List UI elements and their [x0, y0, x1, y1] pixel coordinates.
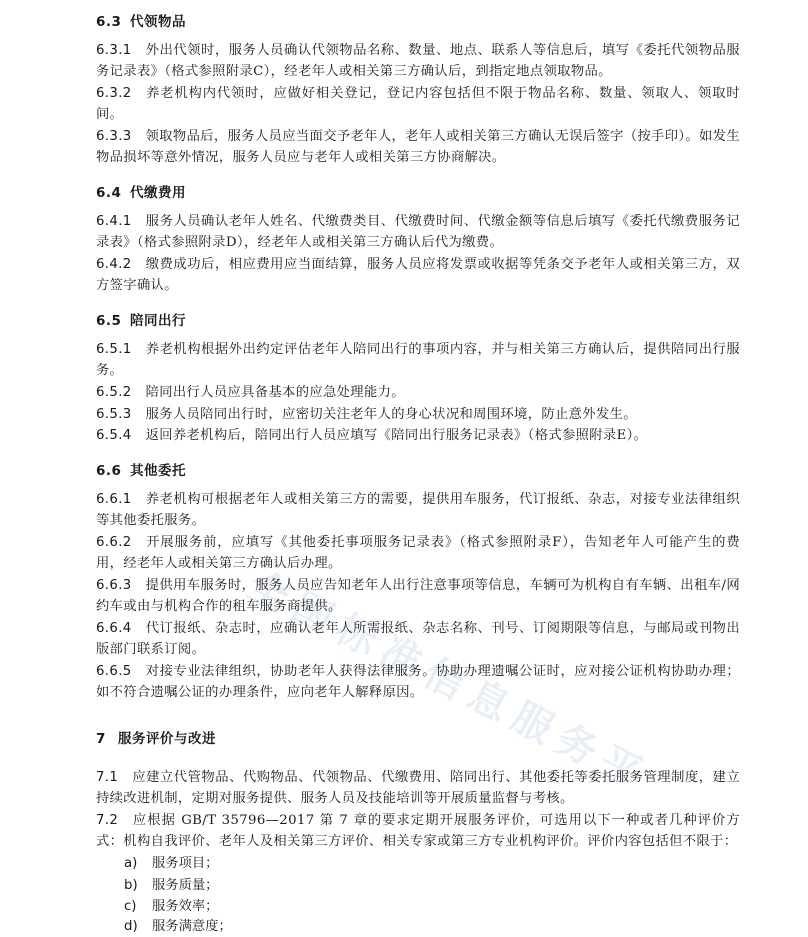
section-number: 6.5 [96, 313, 122, 329]
list-marker: c) [124, 899, 137, 914]
clause-text: 代订报纸、杂志时，应确认老年人所需报纸、杂志名称、刊号、订阅期限等信息，与邮局或刊物出版部门联系订阅。 [96, 621, 740, 658]
clause-text: 对接专业法律组织，协助老年人获得法律服务。协助办理遗嘱公证时，应对接公证机构协助办理；如不符合遗嘱公证的办理条件，应向老年人解释原因。 [96, 664, 740, 701]
clause-text: 陪同出行人员应具备基本的应急处理能力。 [145, 385, 405, 400]
section-heading-6-5 [96, 309, 186, 329]
clause-6-3-3 [96, 126, 740, 169]
clause-6-6-1 [96, 489, 740, 532]
clause-number: 6.3.1 [96, 43, 132, 58]
clause-text: 外出代领时，服务人员确认代领物品名称、数量、地点、联系人等信息后，填写《委托代领物品服务记录表》（格式参照附录C），经老年人或相关第三方确认后，到指定地点领取物品。 [96, 43, 740, 80]
clause-number: 6.4.2 [96, 257, 132, 272]
clause-text: 应建立代管物品、代购物品、代领物品、代缴费用、陪同出行、其他委托等委托服务管理制度，建立持续改进机制，定期对服务提供、服务人员及技能培训等开展质量监督与考核。 [96, 770, 740, 807]
list-item [124, 875, 218, 896]
clause-6-5-2 [96, 382, 740, 403]
clause-6-6-5 [96, 661, 740, 704]
clause-number: 6.6.3 [96, 578, 132, 593]
section-title: 代缴费用 [130, 185, 186, 201]
clause-number: 7.2 [96, 813, 119, 828]
clause-6-4-2 [96, 254, 740, 297]
watermark-char: 平 [591, 737, 649, 798]
clause-number: 6.5.1 [96, 342, 132, 357]
list-marker: a) [124, 856, 138, 871]
clause-text: 领取物品后，服务人员应当面交予老年人，老年人或相关第三方确认无误后签字（按手印）。如发生物品损坏等意外情况，服务人员应与老年人或相关第三方协商解决。 [96, 129, 740, 166]
clause-text: 养老机构根据外出约定评估老年人陪同出行的事项内容，并与相关第三方确认后，提供陪同出行服务。 [96, 342, 740, 379]
section-title: 其他委托 [130, 463, 186, 479]
clause-number: 6.5.2 [96, 385, 132, 400]
watermark-char: 准 [371, 627, 429, 688]
section-title: 陪同出行 [130, 313, 186, 329]
watermark-char: 息 [459, 671, 517, 732]
clause-number: 6.4.1 [96, 214, 132, 229]
section-heading-6-4 [96, 181, 186, 201]
watermark-char: 务 [547, 715, 605, 776]
watermark-char: 国 [283, 583, 341, 644]
clause-number: 6.6.2 [96, 535, 132, 550]
list-item [124, 853, 218, 874]
watermark-char: 信 [415, 649, 473, 710]
watermark-char: 标 [327, 605, 385, 666]
clause-number: 6.6.1 [96, 492, 132, 507]
section-title: 代领物品 [130, 14, 186, 30]
clause-6-6-2 [96, 532, 740, 575]
list-text: 服务项目； [152, 856, 219, 871]
section-number: 6.3 [96, 14, 122, 30]
section-title: 服务评价与改进 [118, 731, 216, 747]
clause-text: 返回养老机构后，陪同出行人员应填写《陪同出行服务记录表》（格式参照附录E）。 [145, 428, 648, 443]
clause-6-4-1 [96, 211, 740, 254]
clause-6-3-1 [96, 40, 740, 83]
clause-number: 6.6.4 [96, 621, 132, 636]
list-item [124, 916, 232, 937]
clause-6-3-2 [96, 83, 740, 126]
clause-6-6-3 [96, 575, 740, 618]
clause-number: 6.3.3 [96, 129, 132, 144]
clause-number: 7.1 [96, 770, 119, 785]
clause-text: 服务人员确认老年人姓名、代缴费类目、代缴费时间、代缴金额等信息后填写《委托代缴费服务记录表》（格式参照附录D），经老年人或相关第三方确认后代为缴费。 [96, 214, 740, 251]
section-number: 6.4 [96, 185, 122, 201]
clause-text: 应根据 GB/T 35796—2017 第 7 章的要求定期开展服务评价，可选用以下一种或者几种评价方式：机构自我评价、老年人及相关第三方评价、相关专家或第三方专业机构评价。评价内容包括但不限于： [96, 813, 740, 850]
list-marker: d) [124, 919, 138, 934]
clause-number: 6.3.2 [96, 86, 132, 101]
section-heading-6-3 [96, 10, 186, 30]
list-marker: b) [124, 878, 138, 893]
clause-text: 开展服务前，应填写《其他委托事项服务记录表》（格式参照附录F），告知老年人可能产生的费用，经老年人或相关第三方确认后办理。 [96, 535, 740, 572]
watermark-char: 全 [239, 561, 297, 622]
section-number: 6.6 [96, 463, 122, 479]
section-heading-6-6 [96, 459, 186, 479]
clause-text: 提供用车服务时，服务人员应告知老年人出行注意事项等信息，车辆可为机构自有车辆、出租车/网约车或由与机构合作的租车服务商提供。 [96, 578, 740, 615]
list-text: 服务效率； [152, 899, 219, 914]
list-text: 服务满意度； [152, 919, 232, 934]
watermark-char: 服 [503, 693, 561, 754]
clause-number: 6.5.4 [96, 428, 132, 443]
clause-text: 养老机构内代领时，应做好相关登记，登记内容包括但不限于物品名称、数量、领取人、领取时间。 [96, 86, 740, 123]
clause-text: 服务人员陪同出行时，应密切关注老年人的身心状况和周围环境，防止意外发生。 [145, 407, 637, 422]
clause-7-1 [96, 767, 740, 810]
clause-6-6-4 [96, 618, 740, 661]
list-item [124, 896, 218, 917]
clause-text: 养老机构可根据老年人或相关第三方的需要，提供用车服务，代订报纸、杂志，对接专业法律组织等其他委托服务。 [96, 492, 740, 529]
list-text: 服务质量； [152, 878, 219, 893]
clause-6-5-3 [96, 404, 740, 425]
clause-number: 6.5.3 [96, 407, 132, 422]
clause-6-5-4 [96, 425, 740, 446]
section-heading-7 [96, 727, 216, 747]
clause-6-5-1 [96, 339, 740, 382]
clause-number: 6.6.5 [96, 664, 132, 679]
clause-7-2 [96, 810, 740, 853]
clause-text: 缴费成功后，相应费用应当面结算，服务人员应将发票或收据等凭条交予老年人或相关第三方，双方签字确认。 [96, 257, 740, 294]
section-number: 7 [96, 731, 106, 747]
